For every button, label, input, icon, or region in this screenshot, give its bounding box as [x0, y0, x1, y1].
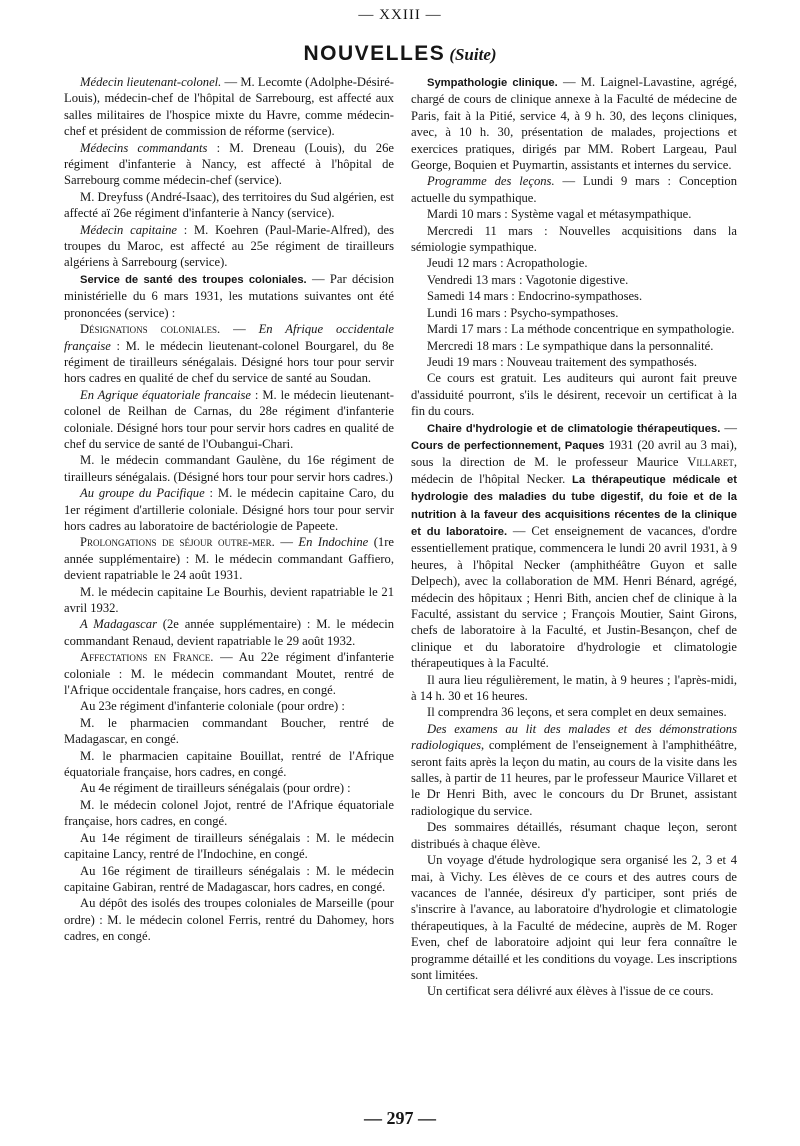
paragraph-lead: Affectations en France.	[80, 650, 214, 665]
paragraph-dash: —	[274, 535, 299, 550]
paragraph	[411, 354, 737, 370]
paragraph-lead: Désignations coloniales.	[80, 322, 221, 337]
right-column	[411, 74, 737, 1000]
paragraph-text: Au 23e régiment d'infanterie coloniale (pour ordre) :	[80, 699, 345, 714]
paragraph-text: Mardi 10 mars : Système vagal et métasympathique.	[427, 207, 692, 222]
paragraph-text: : M. Dreneau (Louis), du 26e régiment d'infanterie à Nancy, est affecté à l'hôpital de Sarrebourg comme médecin-chef (service).	[64, 140, 394, 188]
paragraph	[411, 255, 737, 271]
paragraph-text: 1931 (20 avril au 3 mai), sous la direction de M. le professeur Maurice	[411, 437, 737, 470]
paragraph-text: — Lundi 9 mars : Conception actuelle du sympathique.	[411, 174, 738, 205]
paragraph-text: (2e année supplémentaire) : M. le médecin commandant Renaud, devient rapatriable le 29 août 1932.	[64, 617, 394, 648]
paragraph-lead: Service de santé des troupes coloniales.	[80, 273, 307, 286]
paragraph	[64, 649, 394, 698]
paragraph-text: M. le médecin capitaine Le Bourhis, devient rapatriable le 21 avril 1932.	[64, 584, 394, 615]
paragraph-text: Un certificat sera délivré aux élèves à l'issue de ce cours.	[427, 984, 714, 999]
paragraph	[411, 819, 737, 852]
person-name: Villaret	[687, 455, 734, 470]
paragraph-text: , médecin de l'hôpital Necker.	[411, 455, 737, 486]
paragraph-place: A Madagascar	[80, 617, 157, 632]
paragraph-text: — M. Laignel-Lavastine, agrégé, chargé de cours de clinique annexe à la Faculté de médecine de Paris, fait à la Pitié, service 4, à 9 h. 30, des leçons cliniques, avec, à 10 h. 30, présentation de malades, projections et exercices pratiques, dirigés par MM. Robert Largeau, Paul George, Boquien et Puymartin, assistants et internes du service.	[411, 75, 737, 173]
paragraph-place: Au groupe du Pacifique	[80, 486, 205, 501]
paragraph-text: Au dépôt des isolés des troupes coloniales de Marseille (pour ordre) : M. le médecin colonel Ferris, rentré du Dahomey, hors cadres, en congé.	[64, 896, 394, 944]
paragraph	[411, 704, 737, 720]
left-column	[64, 74, 394, 945]
roman-folio: — XXIII —	[358, 7, 442, 23]
paragraph-text: Il comprendra 36 leçons, et sera complet en deux semaines.	[427, 705, 727, 720]
paragraph	[64, 895, 394, 944]
paragraph	[411, 721, 737, 819]
paragraph	[64, 748, 394, 781]
paragraph-text: Jeudi 12 mars : Acropathologie.	[427, 256, 588, 271]
paragraph	[64, 189, 394, 222]
paragraph	[411, 852, 737, 983]
paragraph	[64, 387, 394, 453]
paragraph	[411, 420, 737, 672]
paragraph	[64, 715, 394, 748]
paragraph	[411, 672, 737, 705]
paragraph	[411, 206, 737, 222]
paragraph	[64, 797, 394, 830]
paragraph	[411, 173, 737, 206]
paragraph-place: En Afrique occidentale française	[64, 322, 394, 353]
paragraph-text: Au 4e régiment de tirailleurs sénégalais (pour ordre) :	[80, 781, 351, 796]
paragraph	[411, 305, 737, 321]
paragraph-text: Au 14e régiment de tirailleurs sénégalais : M. le médecin capitaine Lancy, rentré de l'Indochine, en congé.	[64, 830, 394, 862]
paragraph-text: — Par décision ministérielle du 6 mars 1931, les mutations suivantes ont été prononcées (service) :	[64, 271, 395, 320]
paragraph	[64, 271, 394, 321]
paragraph	[411, 338, 737, 354]
paragraph	[64, 222, 394, 271]
paragraph-text: Au 16e régiment de tirailleurs sénégalais : M. le médecin capitaine Gabiran, rentré de Madagascar, hors cadres, en congé.	[64, 863, 394, 894]
paragraph-text: M. le médecin colonel Jojot, rentré de l'Afrique équatoriale française, hors cadres, en congé.	[64, 797, 394, 829]
paragraph-text: M. le pharmacien commandant Boucher, rentré de Madagascar, en congé.	[64, 715, 394, 747]
paragraph-lead: Chaire d'hydrologie et de climatologie thérapeutiques.	[427, 422, 721, 435]
paragraph-lead: Sympathologie clinique.	[427, 77, 558, 89]
paragraph-text: Ce cours est gratuit. Les auditeurs qui auront fait preuve d'assiduité pourront, s'ils le désirent, recevoir un certificat à la fin du cours.	[411, 371, 737, 419]
paragraph	[411, 321, 737, 337]
paragraph-text: : M. le médecin lieutenant-colonel de Reilhan de Carnas, du 28e régiment d'infanterie coloniale. Désigné hors tour pour servir hors cadres en qualité de chef du service de santé de l'Oubangui-Chari.	[64, 387, 394, 451]
paragraph-text: Jeudi 19 mars : Nouveau traitement des sympathosés.	[427, 354, 698, 369]
course-title: La thérapeutique médicale et hydrologie des maladies du tube digestif, du foie et de la nutrition à la faveur des acquisitions récentes de la clinique et du laboratoire.	[411, 473, 737, 538]
paragraph-lead: Médecins commandants	[80, 140, 208, 155]
paragraph-lead: Médecin lieutenant-colonel.	[80, 75, 222, 89]
paragraph-text: M. Dreyfuss (André-Isaac), des territoires du Sud algérien, est affecté aï 26e régiment d'infanterie à Nancy (service).	[64, 189, 394, 221]
paragraph-text: : M. le médecin lieutenant-colonel Bourgarel, du 8e régiment de tirailleurs sénégalais. Désigné hors tour pour servir hors cadres en qualité de chef du service de santé au Soudan.	[64, 338, 394, 386]
paragraph	[411, 983, 737, 999]
paragraph	[64, 863, 394, 896]
section-title-suffix: (Suite)	[449, 45, 497, 64]
paragraph-lead: Des examens au lit des malades et des démonstrations radiologiques	[411, 721, 737, 753]
paragraph-text: Samedi 14 mars : Endocrino-sympathoses.	[427, 289, 643, 304]
paragraph-text: Mardi 17 mars : La méthode concentrique en sympathologie.	[427, 322, 735, 337]
paragraph	[64, 452, 394, 485]
paragraph-text: M. le pharmacien capitaine Bouillat, rentré de l'Afrique équatoriale française, hors cadres, en congé.	[64, 748, 394, 780]
paragraph-text: : M. le médecin capitaine Caro, du 1er régiment d'artillerie coloniale. Désigné hors tour pour servir hors cadres au laboratoire de bactériologie de Papeete.	[64, 486, 394, 533]
page-number: — 297 —	[364, 1108, 436, 1128]
paragraph-text: Lundi 16 mars : Psycho-sympathoses.	[427, 305, 619, 320]
paragraph-dash: —	[220, 322, 259, 337]
paragraph-lead: Médecin capitaine	[80, 222, 177, 237]
paragraph	[411, 272, 737, 288]
paragraph	[64, 780, 394, 796]
paragraph-text: (1re année supplémentaire) : M. le médecin commandant Gaffiero, devient rapatriable le 24 août 1931.	[64, 535, 395, 583]
paragraph-lead: Prolongations de séjour outre-mer.	[80, 535, 275, 550]
paragraph-text: Il aura lieu régulièrement, le matin, à 9 heures ; l'après-midi, à 14 h. 30 et 16 heures.	[411, 672, 737, 704]
paragraph-text: Un voyage d'étude hydrologique sera organisé les 2, 3 et 4 mai, à Vichy. Les élèves de ce cours et des autres cours de vacances de l'année, désireux d'y participer, sont priés de s'inscrire à l'avance, au laboratoire d'hydrologie et climatologie thérapeutiques, à la Faculté de médecine, auprès de M. Roger Even, chef de laboratoire adjoint qui leur fera connaître le programme détaillé et les conditions du voyage. Les inscriptions sont limitées.	[411, 853, 737, 982]
paragraph	[411, 223, 737, 256]
paragraph-text: , complément de l'enseignement à l'amphithéâtre, seront faits après la leçon du matin, au cours de la visite dans les salles, à partir de 11 heures, par le professeur Maurice Villaret et le Dr Henri Bith, avec le concours du Dr Brunet, assistant radiologique du service.	[411, 738, 737, 818]
paragraph	[64, 534, 394, 583]
paragraph	[64, 698, 394, 714]
paragraph	[64, 321, 394, 387]
paragraph	[64, 74, 394, 140]
paragraph-place: En Indochine	[298, 535, 369, 550]
paragraph-text: Vendredi 13 mars : Vagotonie digestive.	[427, 272, 629, 287]
paragraph	[64, 485, 394, 534]
paragraph-text: : M. Koehren (Paul-Marie-Alfred), des troupes du Maroc, est affecté au 25e régiment de tirailleurs algériens à Sarrebourg (service).	[64, 222, 394, 270]
paragraph	[64, 140, 394, 189]
section-heading	[0, 42, 800, 66]
paragraph-text: Mercredi 18 mars : Le sympathique dans la personnalité.	[427, 338, 714, 353]
paragraph-lead: Programme des leçons.	[427, 174, 555, 189]
paragraph	[64, 830, 394, 863]
paragraph-text: — Cet enseignement de vacances, d'ordre essentiellement pratique, commencera le lundi 20 avril 1931, à 9 heures, à l'hôpital Necker (amphithéâtre Guyon et salle Delpech), avec la collaboration de MM. Henri Bénard, agrégé, médecin des hôpitaux ; Henri Bith, ancien chef de clinique à la Faculté, assistant du service ; François Moutier, Saint Girons, chefs de laboratoire à la Faculté, et Justin-Besançon, chef de clinique et du laboratoire d'hydrologie et climatologie thérapeutiques à la Faculté.	[411, 523, 737, 671]
paragraph-text: M. le médecin commandant Gaulène, du 16e régiment de tirailleurs sénégalais. (Désigné hors tour pour servir hors cadres.)	[64, 453, 394, 484]
paragraph	[411, 288, 737, 304]
paragraph-place: En Agrique équatoriale francaise	[80, 387, 251, 402]
paragraph-dash: —	[720, 420, 737, 435]
paragraph-text: Des sommaires détaillés, résumant chaque leçon, seront distribués à chaque élève.	[411, 820, 737, 851]
paragraph-text: — Au 22e régiment d'infanterie coloniale : M. le médecin commandant Moutet, rentré de l'Afrique occidentale française, hors cadres, en congé.	[64, 650, 394, 698]
paragraph-text: Mercredi 11 mars : Nouvelles acquisitions dans la sémiologie sympathique.	[411, 223, 737, 255]
paragraph-lead: Cours de perfectionnement, Paques	[411, 439, 605, 452]
paragraph	[64, 616, 394, 649]
paragraph	[411, 370, 737, 419]
paragraph	[64, 584, 394, 617]
section-title: NOUVELLES	[303, 42, 446, 65]
paragraph-text: — M. Lecomte (Adolphe-Désiré-Louis), médecin-chef de l'hôpital de Sarrebourg, est affecté aux salles militaires de l'hospice mixte du Havre, comme médecin-chef et président de commission de réforme (service).	[64, 75, 394, 139]
paragraph	[411, 74, 737, 173]
